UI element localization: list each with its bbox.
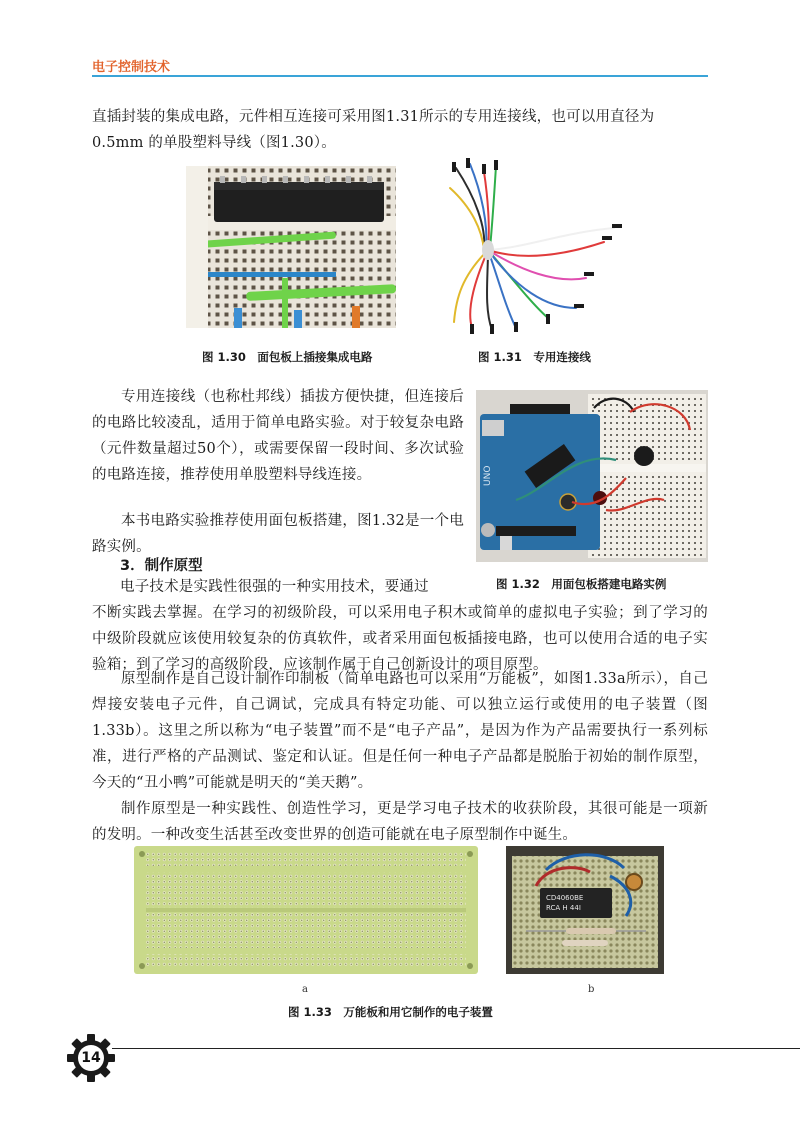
- chip-marking-line-1: CD4060BE: [546, 894, 584, 902]
- chip-marking-line-2: RCA H 44I: [546, 904, 581, 912]
- svg-text:UNO: UNO: [483, 465, 493, 486]
- figure-1-33b-label: b: [588, 984, 595, 995]
- figure-1-33b-image: [506, 846, 664, 974]
- figure-1-30-caption: 图 1.30 面包板上插接集成电路: [202, 350, 373, 364]
- intro-line-1: 直插封装的集成电路，元件相互连接可采用图1.31所示的专用连接线，也可以用直径为: [92, 109, 655, 125]
- figure-1-30-image: [186, 166, 396, 328]
- final-paragraph: 制作原型是一种实践性、创造性学习，更是学习电子技术的收获阶段，其很可能是一项新的发明。一种改变生活甚至改变世界的创造可能就在电子原型制作中诞生。: [92, 801, 708, 843]
- breadboard-paragraph: 本书电路实验推荐使用面包板搭建，图1.32是一个电路实例。: [92, 513, 464, 555]
- prototype-paragraph: 原型制作是自己设计制作印制板（简单电路也可以采用“万能板”，如图1.33a所示），自己焊接安装电子元件，自己调试，完成具有特定功能、可以独立运行或使用的电子装置（图1.33b）。这里之所以称为“电子装置”而不是“电子产品”，是因为作为产品需要执行一系列标准，进行严格的产品测试、鉴定和认证。但是任何一种电子产品都是脱胎于初始的制作原型，今天的“丑小鸭”可能就是明天的“美天鹅”。: [92, 671, 708, 791]
- figure-1-31-image: [436, 158, 636, 336]
- figure-1-32-image: [476, 390, 708, 562]
- header-rule: [92, 75, 708, 77]
- footer-rule: [112, 1048, 800, 1049]
- wire-paragraph: 专用连接线（也称杜邦线）插拔方便快捷，但连接后的电路比较凌乱，适用于简单电路实验。对于较复杂电路（元件数量超过50个），或需要保留一段时间、多次试验的电路连接，推荐使用单股塑料导线连接。: [92, 389, 464, 483]
- figure-1-33a-label: a: [302, 984, 308, 995]
- practice-first-line: 电子技术是实践性很强的一种实用技术，要通过: [120, 579, 429, 595]
- section-heading: 3．制作原型: [120, 558, 203, 574]
- figure-1-31-caption: 图 1.31 专用连接线: [478, 350, 591, 364]
- figure-1-33a-image: [134, 846, 478, 974]
- page-number: 14: [81, 1050, 101, 1066]
- practice-paragraph: 不断实践去掌握。在学习的初级阶段，可以采用电子积木或简单的虚拟电子实验；到了学习的中级阶段就应该使用较复杂的仿真软件，或者采用面包板插接电路，也可以使用合适的电子实验箱；到了学习的高级阶段，应该制作属于自己创新设计的项目原型。: [92, 605, 708, 673]
- intro-line-2: 0.5mm 的单股塑料导线（图1.30）。: [92, 135, 336, 151]
- figure-1-33-caption: 图 1.33 万能板和用它制作的电子装置: [288, 1005, 493, 1019]
- running-header-title: 电子控制技术: [92, 60, 171, 75]
- figure-1-32-caption: 图 1.32 用面包板搭建电路实例: [496, 577, 667, 591]
